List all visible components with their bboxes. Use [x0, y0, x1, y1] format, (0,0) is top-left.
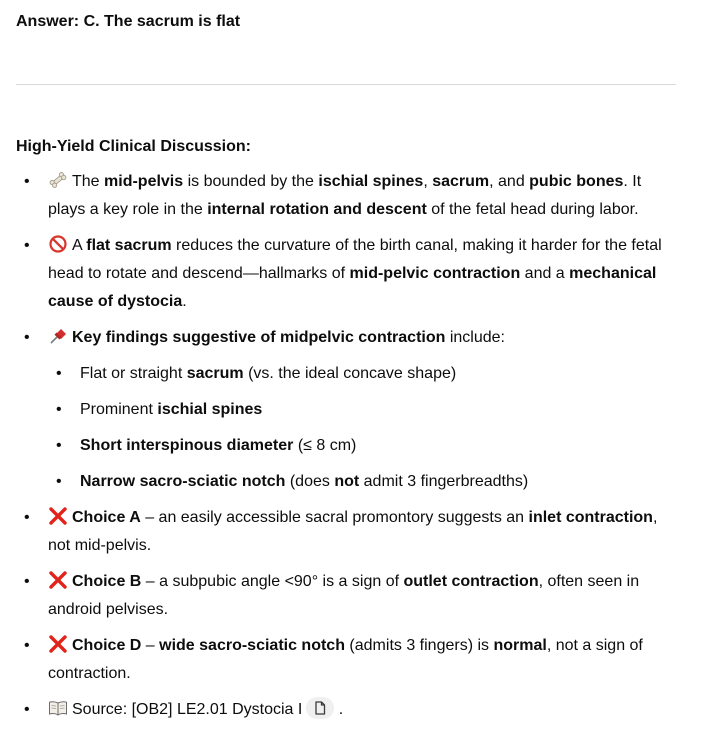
list-item: • Key findings suggestive of midpelvic contraction include: • Flat or straight sacrum (vs. the ideal concave shape) • Prominent ischial spines • Short interspinous diameter (≤ 8 cm) • Narrow sacro-sciatic notch (does not admit 3 fingerbreadths) [0, 324, 662, 496]
list-item: • A flat sacrum reduces the curvature of the birth canal, making it harder for the fetal head to rotate and descend—hallmarks of mid-pelvic contraction and a mechanical cause of dystocia. [0, 232, 662, 316]
section-heading: High-Yield Clinical Discussion: [16, 138, 251, 155]
sub-list-item: • Prominent ischial spines [48, 396, 662, 424]
source-text: Source: [OB2] LE2.01 Dystocia I [72, 701, 303, 718]
discussion-list [0, 168, 702, 732]
file-icon [314, 701, 326, 715]
list-item: • Choice D – wide sacro-sciatic notch (admits 3 fingers) is normal, not a sign of contraction. [0, 632, 662, 688]
sub-list-item: • Flat or straight sacrum (vs. the ideal concave shape) [48, 360, 662, 388]
cross-mark-icon [48, 507, 68, 525]
pushpin-icon [48, 327, 68, 345]
divider [16, 84, 676, 85]
list-item: • Source: [OB2] LE2.01 Dystocia I . [0, 696, 662, 724]
sub-list-item: • Short interspinous diameter (≤ 8 cm) [48, 432, 662, 460]
source-citation-button[interactable] [306, 697, 334, 719]
cross-mark-icon [48, 635, 68, 653]
prohibited-icon [48, 235, 68, 253]
list-item: • Choice B – a subpubic angle <90° is a sign of outlet contraction, often seen in android pelvises. [0, 568, 662, 624]
book-icon [48, 699, 68, 717]
bone-icon [48, 171, 68, 189]
sub-list-item: • Narrow sacro-sciatic notch (does not admit 3 fingerbreadths) [48, 468, 662, 496]
list-item: • The mid-pelvis is bounded by the ischial spines, sacrum, and pubic bones. It plays a key role in the internal rotation and descent of the fetal head during labor. [0, 168, 662, 224]
findings-sublist [48, 360, 662, 496]
cross-mark-icon [48, 571, 68, 589]
list-item: • Choice A – an easily accessible sacral promontory suggests an inlet contraction, not mid-pelvis. [0, 504, 662, 560]
answer-line: Answer: C. The sacrum is flat [16, 13, 241, 30]
